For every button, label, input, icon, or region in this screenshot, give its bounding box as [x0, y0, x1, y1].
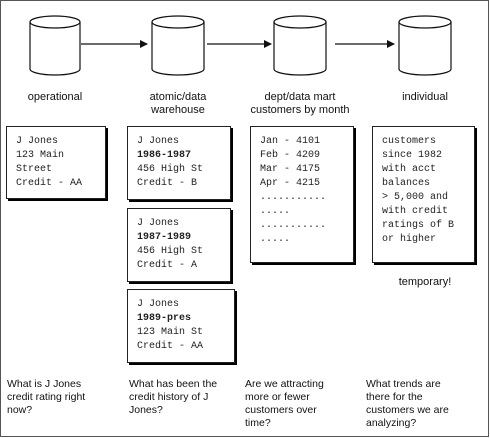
record-period: 1987-1989 — [137, 232, 192, 243]
question-line: What is J Jones — [7, 378, 82, 390]
database-icon — [151, 15, 205, 77]
question-line: What has been the — [129, 378, 218, 390]
record-line: ratings of B — [382, 220, 455, 231]
record-card — [250, 126, 354, 263]
question-line: credit history of J — [129, 391, 209, 403]
stage-label — [375, 91, 475, 104]
record-line: Street — [16, 164, 53, 175]
question-line: more or fewer — [245, 391, 310, 403]
record-line: Feb - 4209 — [260, 150, 321, 161]
record-line: Credit - AA — [16, 178, 83, 189]
question-line: customers over — [245, 404, 317, 416]
question-line: What trends are — [366, 378, 441, 390]
record-line: with acct — [382, 164, 437, 175]
business-question — [366, 378, 449, 430]
stage-label — [240, 91, 360, 117]
record-card — [127, 126, 231, 200]
record-line: 123 Main — [16, 150, 65, 161]
question-line: now? — [7, 404, 33, 416]
stage-label-line: individual — [402, 91, 448, 103]
record-line: J Jones — [16, 136, 59, 147]
database-icon — [273, 15, 327, 77]
record-line: 456 High St — [137, 164, 204, 175]
record-card — [6, 126, 106, 199]
record-line: with credit — [382, 206, 449, 217]
record-line: J Jones — [137, 136, 180, 147]
record-line: Credit - B — [137, 178, 198, 189]
record-line: or higher — [382, 234, 437, 245]
database-icon — [398, 15, 452, 77]
record-line: Credit - A — [137, 260, 198, 271]
stage-label-line: dept/data mart — [264, 91, 336, 103]
record-card — [372, 126, 475, 263]
stage-label-line: warehouse — [151, 104, 205, 116]
stage-label-line: customers by month — [250, 104, 350, 116]
record-line: ........... — [260, 220, 327, 231]
temporary-note: temporary! — [398, 276, 452, 288]
stage-label-line: atomic/data — [149, 91, 207, 103]
record-line: Mar - 4175 — [260, 164, 321, 175]
database-icon — [29, 15, 81, 77]
question-line: there for the — [366, 391, 423, 403]
record-line: ..... — [260, 234, 291, 245]
record-line: ........... — [260, 192, 327, 203]
record-line: since 1982 — [382, 150, 443, 161]
record-line: ..... — [260, 206, 291, 217]
record-card — [127, 208, 231, 282]
record-line: Jan - 4101 — [260, 136, 321, 147]
record-line: Credit - AA — [137, 341, 204, 352]
business-question — [129, 378, 217, 417]
question-line: customers we are — [366, 404, 449, 416]
stage-label-line: operational — [27, 91, 83, 103]
record-card — [127, 289, 235, 363]
record-line: 123 Main St — [137, 327, 204, 338]
record-period: 1989-pres — [137, 313, 192, 324]
record-line: > 5,000 and — [382, 192, 449, 203]
record-line: customers — [382, 136, 437, 147]
stage-label — [5, 91, 105, 104]
question-line: analyzing? — [366, 417, 417, 429]
question-line: Are we attracting — [245, 378, 324, 390]
business-question — [245, 378, 324, 430]
record-line: J Jones — [137, 299, 180, 310]
record-line: J Jones — [137, 218, 180, 229]
record-line: balances — [382, 178, 431, 189]
record-period: 1986-1987 — [137, 150, 192, 161]
record-line: 456 High St — [137, 246, 204, 257]
business-question — [7, 378, 85, 417]
question-line: time? — [245, 417, 271, 429]
question-line: credit rating right — [7, 391, 86, 403]
stage-label — [128, 91, 228, 117]
question-line: Jones? — [129, 404, 163, 416]
record-line: Apr - 4215 — [260, 178, 321, 189]
